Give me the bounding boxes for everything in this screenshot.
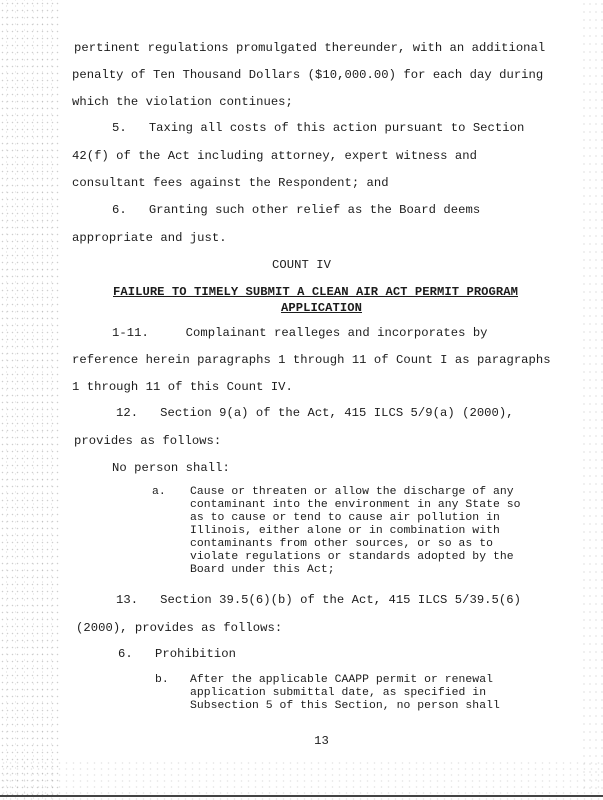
- text-line: 1 through 11 of this Count IV.: [72, 380, 293, 394]
- quote-line: Illinois, either alone or in combination with: [190, 525, 500, 537]
- section-heading-continued: APPLICATION: [280, 301, 362, 315]
- section-heading: FAILURE TO TIMELY SUBMIT A CLEAN AIR ACT PERMIT PROGRAM: [113, 285, 519, 299]
- quote-line: contaminants from other sources, or so as to: [190, 538, 493, 550]
- quote-line: Cause or threaten or allow the discharge of any: [190, 486, 514, 498]
- text-line: (2000), provides as follows:: [76, 621, 283, 635]
- text-line: reference herein paragraphs 1 through 11 of Count I as paragraphs: [72, 353, 551, 367]
- text-line: No person shall:: [112, 461, 230, 475]
- text-line: penalty of Ten Thousand Dollars ($10,000.00) for each day during: [72, 68, 544, 82]
- quote-line: Board under this Act;: [190, 564, 335, 576]
- quote-item-label: a.: [152, 486, 166, 498]
- text-line: 5. Taxing all costs of this action pursuant to Section: [112, 121, 525, 135]
- prohibition-number: 6.: [118, 647, 133, 661]
- text-line: 42(f) of the Act including attorney, expert witness and: [72, 149, 478, 163]
- text-line: appropriate and just.: [72, 231, 227, 245]
- scan-noise-right: [581, 0, 603, 800]
- text-line: 13. Section 39.5(6)(b) of the Act, 415 ILCS 5/39.5(6): [116, 593, 522, 607]
- prohibition-title: Prohibition: [155, 647, 237, 661]
- text-line: 6. Granting such other relief as the Board deems: [112, 203, 481, 217]
- text-line: consultant fees against the Respondent; and: [72, 176, 389, 190]
- scan-noise-left: [0, 0, 60, 800]
- quote-item-label: b.: [155, 674, 169, 686]
- page-number: 13: [314, 734, 329, 748]
- quote-line: After the applicable CAAPP permit or renewal: [190, 674, 493, 686]
- text-line: pertinent regulations promulgated thereunder, with an additional: [74, 41, 546, 55]
- quote-line: as to cause or tend to cause air pollution in: [190, 512, 500, 524]
- page-edge-rule: [0, 795, 603, 797]
- quote-line: contaminant into the environment in any State so: [190, 499, 521, 511]
- text-line: which the violation continues;: [72, 95, 293, 109]
- quote-line: application submittal date, as specified in: [190, 687, 487, 699]
- text-line: provides as follows:: [74, 434, 222, 448]
- count-heading: COUNT IV: [272, 258, 331, 272]
- text-line: 12. Section 9(a) of the Act, 415 ILCS 5/9(a) (2000),: [116, 406, 514, 420]
- text-line: 1-11. Complainant realleges and incorporates by: [112, 326, 488, 340]
- quote-line: Subsection 5 of this Section, no person shall: [190, 700, 500, 712]
- scan-noise-bottom: [0, 760, 603, 800]
- quote-line: violate regulations or standards adopted by the: [190, 551, 514, 563]
